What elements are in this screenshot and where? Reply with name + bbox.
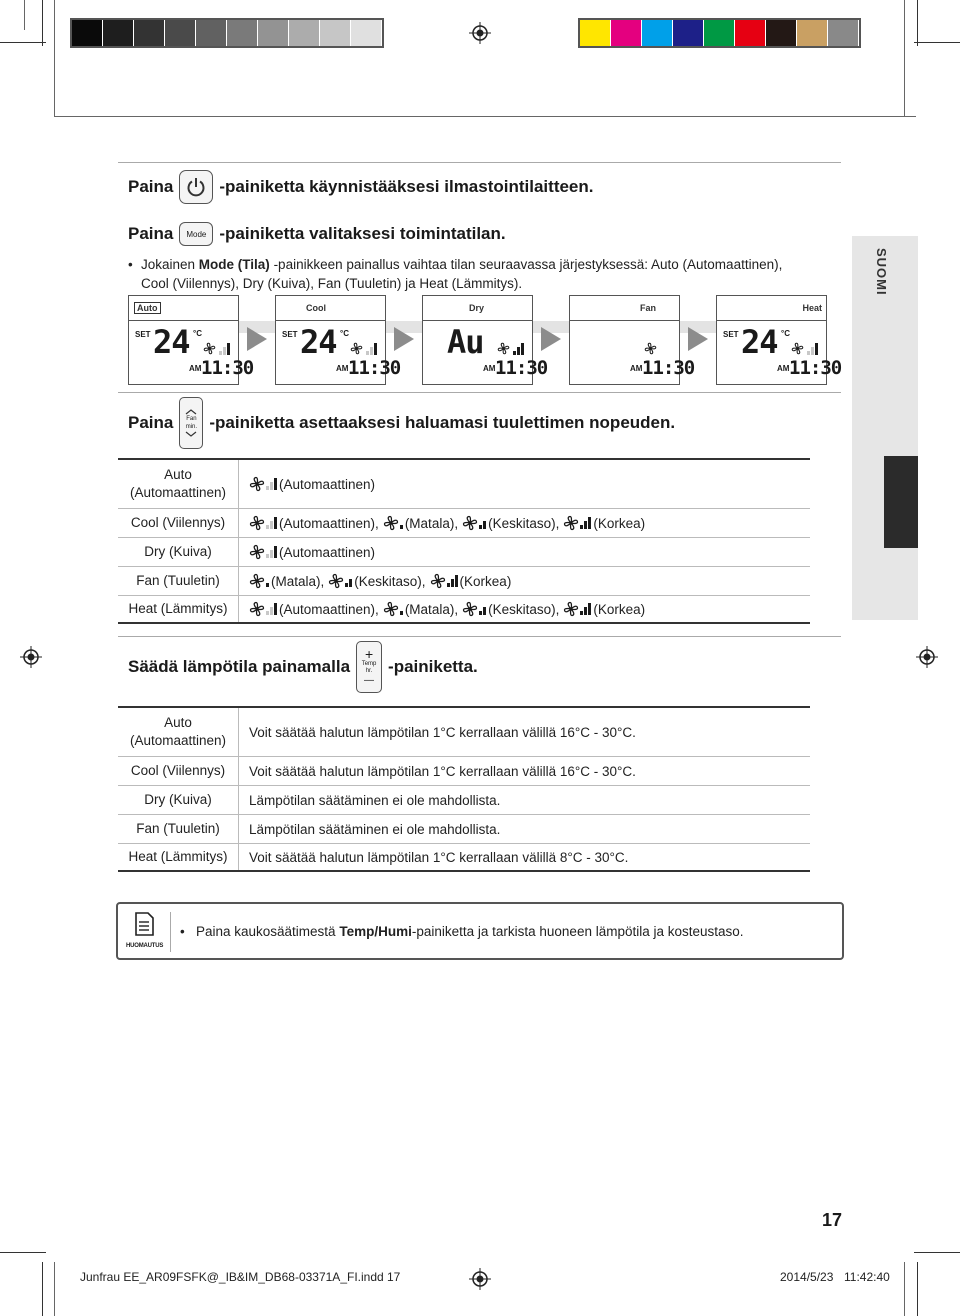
- color-swatch: [828, 20, 859, 46]
- fan-speed-bars: [447, 575, 458, 587]
- fan-icon: [430, 573, 446, 589]
- time-display: 11:30: [348, 357, 401, 379]
- fan-icon: [383, 601, 399, 617]
- step-prefix: Paina: [128, 224, 174, 243]
- fan-button-label: Fan: [186, 416, 197, 422]
- mode-cell: Dry (Kuiva): [144, 792, 212, 807]
- fan-speed-bars: [479, 603, 486, 615]
- crop-mark: [42, 1262, 43, 1316]
- fan-speed-bars: [266, 478, 277, 490]
- fan-speed-bars: [366, 343, 377, 355]
- divider: [118, 162, 841, 163]
- step-fan: [128, 397, 675, 449]
- fan-speed-option: [383, 601, 403, 617]
- gray-swatch: [320, 20, 351, 46]
- footer-time: 11:42:40: [844, 1270, 890, 1284]
- table-row: [118, 706, 810, 756]
- fan-speed-option: [249, 601, 277, 617]
- set-label: SET: [282, 330, 298, 339]
- fan-speed-label: (Automaattinen),: [279, 601, 379, 617]
- temp-range-cell: Voit säätää halutun lämpötilan 1°C kerrallaan välillä 16°C - 30°C.: [249, 724, 636, 740]
- mode-cell: Auto (Automaattinen): [129, 715, 227, 748]
- fan-icon: [249, 544, 265, 560]
- registration-mark-icon: [469, 1268, 491, 1290]
- gray-swatch: [351, 20, 382, 46]
- fan-speed-option: [563, 515, 591, 531]
- fan-icon: [328, 573, 344, 589]
- fan-icon: [350, 342, 363, 355]
- table-row: [118, 458, 810, 508]
- fan-speed-bars: [580, 603, 591, 615]
- fan-speed-bars: [266, 575, 269, 587]
- note-icon-label: HUOMAUTUS: [126, 943, 164, 949]
- page-number: 17: [822, 1210, 843, 1230]
- table-row: [118, 566, 810, 595]
- fan-button[interactable]: [179, 397, 203, 449]
- fan-speed-bars: [266, 546, 277, 558]
- step-mode: [128, 222, 506, 246]
- fan-speed-label: (Keskitaso),: [354, 573, 426, 589]
- language-label: SUOMI: [874, 248, 889, 296]
- unit-label: °C: [340, 329, 349, 338]
- process-color-bar: [578, 18, 861, 48]
- divider: [118, 392, 841, 393]
- fan-speed-bars: [266, 517, 277, 529]
- minus-icon: —: [364, 674, 375, 686]
- fan-speed-bars: [266, 603, 277, 615]
- lcd-value: 24: [153, 323, 190, 361]
- power-icon: [185, 176, 207, 198]
- next-arrow-icon: [247, 327, 267, 351]
- table-row: [118, 814, 810, 843]
- trim-line: [24, 0, 25, 30]
- fan-icon: [497, 342, 510, 355]
- fan-speed-label: (Automaattinen),: [279, 515, 379, 531]
- temp-range-cell: Lämpötilan säätäminen ei ole mahdollista.: [249, 792, 501, 808]
- fan-speed-label: (Korkea): [593, 601, 646, 617]
- mode-cell: Auto (Automaattinen): [129, 467, 227, 500]
- grayscale-color-bar: [70, 18, 384, 48]
- fan-speed-bars: [345, 575, 352, 587]
- mode-panel-dry: [422, 295, 548, 385]
- gray-swatch: [258, 20, 289, 46]
- mode-panel-cool: [275, 295, 401, 385]
- footer-date: 2014/5/23: [780, 1270, 834, 1284]
- fan-speed-bars: [807, 343, 818, 355]
- mode-cell: Fan (Tuuletin): [136, 821, 220, 836]
- fan-icon: [249, 515, 265, 531]
- am-label: AM: [630, 364, 643, 373]
- am-label: AM: [777, 364, 790, 373]
- am-label: AM: [336, 364, 349, 373]
- am-label: AM: [189, 364, 202, 373]
- fan-icon: [203, 342, 216, 355]
- mode-button[interactable]: [179, 222, 213, 246]
- mode-panel-auto: [128, 295, 254, 385]
- next-arrow-icon: [394, 327, 414, 351]
- time-display: 11:30: [201, 357, 254, 379]
- note-box: [116, 902, 844, 960]
- time-display: 11:30: [642, 357, 695, 379]
- fan-speed-option: [249, 476, 277, 492]
- table-row: [118, 843, 810, 872]
- fan-speed-label: (Matala),: [404, 601, 459, 617]
- lcd-value: Au: [447, 323, 484, 361]
- fan-speed-option: [462, 515, 486, 531]
- mode-label: Dry: [469, 303, 485, 313]
- mode-button-label: Mode: [186, 229, 207, 239]
- fan-speed-bars: [580, 517, 591, 529]
- fan-speed-label: (Matala),: [404, 515, 459, 531]
- section-marker: [884, 456, 918, 548]
- mode-label: Auto: [134, 302, 161, 314]
- step-text: -painiketta asettaaksesi haluamasi tuulettimen nopeuden.: [209, 413, 676, 432]
- step-text: -painiketta käynnistääksesi ilmastointilaitteen.: [219, 177, 594, 196]
- fan-speed-label: (Korkea): [593, 515, 646, 531]
- table-row: [118, 785, 810, 814]
- registration-mark-icon: [916, 646, 938, 668]
- set-label: SET: [723, 330, 739, 339]
- gray-swatch: [196, 20, 227, 46]
- fan-speed-label: (Keskitaso),: [488, 515, 560, 531]
- step-prefix: Paina: [128, 177, 174, 196]
- trim-line: [54, 116, 916, 117]
- gray-swatch: [227, 20, 258, 46]
- temp-range-cell: Voit säätää halutun lämpötilan 1°C kerrallaan välillä 8°C - 30°C.: [249, 849, 629, 865]
- temp-button-label: Temp: [361, 660, 377, 667]
- fan-speed-label: (Korkea): [459, 573, 512, 589]
- mode-label: Fan: [640, 303, 657, 313]
- table-row: [118, 508, 810, 537]
- next-arrow-icon: [541, 327, 561, 351]
- fan-icon: [644, 342, 657, 355]
- mode-order-note: • Jokainen Mode (Tila) -painikkeen painallus vaihtaa tilan seuraavassa järjestyksessä: Auto (Automaattinen), Cool (Viilennys), Dry (Kuiva), Fan (Tuuletin) ja Heat (Lämmitys).: [128, 257, 783, 291]
- fan-speed-option: [249, 515, 277, 531]
- step-power: [128, 170, 594, 204]
- crop-mark: [917, 0, 918, 46]
- crop-mark: [914, 42, 960, 43]
- registration-mark-icon: [20, 646, 42, 668]
- fan-speed-bars: [400, 517, 403, 529]
- fan-speed-option: [430, 573, 458, 589]
- mode-sequence: [128, 295, 842, 387]
- time-display: 11:30: [789, 357, 842, 379]
- mode-cell: Heat (Lämmitys): [128, 601, 228, 616]
- color-swatch: [642, 20, 673, 46]
- mode-cell: Dry (Kuiva): [144, 544, 212, 559]
- temperature-table: [118, 706, 810, 872]
- fan-speed-option: [328, 573, 352, 589]
- color-swatch: [735, 20, 766, 46]
- trim-line: [54, 0, 55, 116]
- step-prefix: Säädä lämpötila painamalla: [128, 657, 351, 676]
- unit-label: °C: [193, 329, 202, 338]
- fan-button-sublabel: min.: [185, 424, 198, 430]
- color-swatch: [611, 20, 642, 46]
- fan-icon: [791, 342, 804, 355]
- fan-icon: [249, 601, 265, 617]
- fan-icon: [383, 515, 399, 531]
- fan-icon: [462, 515, 478, 531]
- mode-label: Cool: [306, 303, 326, 313]
- gray-swatch: [289, 20, 320, 46]
- note-icon: [126, 912, 162, 949]
- trim-line: [904, 0, 905, 116]
- mode-cell: Cool (Viilennys): [130, 515, 226, 530]
- temp-range-cell: Lämpötilan säätäminen ei ole mahdollista.: [249, 821, 501, 837]
- lcd-value: 24: [741, 323, 778, 361]
- trim-line: [54, 1262, 55, 1316]
- color-swatch: [704, 20, 735, 46]
- fan-speed-bars: [479, 517, 486, 529]
- fan-speed-option: [249, 573, 269, 589]
- set-label: SET: [135, 330, 151, 339]
- next-arrow-icon: [688, 327, 708, 351]
- fan-speed-bars: [400, 603, 403, 615]
- fan-speed-label: (Automaattinen): [279, 544, 376, 560]
- gray-swatch: [165, 20, 196, 46]
- fan-speed-option: [383, 515, 403, 531]
- table-row: [118, 537, 810, 566]
- crop-mark: [0, 42, 46, 43]
- fan-speed-option: [249, 544, 277, 560]
- unit-label: °C: [781, 329, 790, 338]
- color-swatch: [580, 20, 611, 46]
- mode-cell: Cool (Viilennys): [130, 763, 226, 778]
- trim-line: [904, 1262, 905, 1316]
- plus-icon: +: [364, 645, 374, 662]
- color-swatch: [673, 20, 704, 46]
- footer-filename: Junfrau EE_AR09FSFK@_IB&IM_DB68-03371A_FI.indd 17: [80, 1270, 401, 1284]
- gray-swatch: [134, 20, 165, 46]
- crop-mark: [914, 1252, 960, 1253]
- mode-panel-heat: [716, 295, 842, 385]
- fan-icon: [249, 476, 265, 492]
- registration-mark-icon: [469, 22, 491, 44]
- fan-speed-label: (Matala),: [271, 573, 325, 589]
- mode-cell: Fan (Tuuletin): [136, 573, 220, 588]
- crop-mark: [0, 1252, 46, 1253]
- mode-label: Heat: [802, 303, 822, 313]
- mode-panel-fan: [569, 295, 695, 385]
- divider: [118, 636, 841, 637]
- crop-mark: [42, 0, 43, 46]
- fan-icon: [249, 573, 265, 589]
- temp-range-cell: Voit säätää halutun lämpötilan 1°C kerrallaan välillä 16°C - 30°C.: [249, 763, 636, 779]
- fan-icon: [462, 601, 478, 617]
- step-text: -painiketta.: [388, 657, 478, 676]
- crop-mark: [917, 1262, 918, 1316]
- temp-button[interactable]: [356, 641, 382, 693]
- fan-speed-bars: [219, 343, 230, 355]
- am-label: AM: [483, 364, 496, 373]
- time-display: 11:30: [495, 357, 548, 379]
- fan-speed-bars: [513, 343, 524, 355]
- fan-icon: [563, 601, 579, 617]
- temp-button-sublabel: hr.: [365, 667, 373, 674]
- fan-speed-label: (Keskitaso),: [488, 601, 560, 617]
- gray-swatch: [72, 20, 103, 46]
- fan-speed-label: (Automaattinen): [279, 476, 376, 492]
- color-swatch: [797, 20, 828, 46]
- mode-cell: Heat (Lämmitys): [128, 849, 228, 864]
- fan-icon: [563, 515, 579, 531]
- step-temp: [128, 641, 478, 693]
- color-swatch: [766, 20, 797, 46]
- step-prefix: Paina: [128, 413, 174, 432]
- language-side-tab: [852, 236, 918, 620]
- power-button[interactable]: [179, 170, 213, 204]
- fan-speed-option: [462, 601, 486, 617]
- table-row: [118, 756, 810, 785]
- fan-speed-option: [563, 601, 591, 617]
- gray-swatch: [103, 20, 134, 46]
- table-row: [118, 595, 810, 624]
- note-text: • Paina kaukosäätimestä Temp/Humi-painiketta ja tarkista huoneen lämpötila ja kosteustaso.: [180, 924, 744, 939]
- step-text: -painiketta valitaksesi toimintatilan.: [219, 224, 506, 243]
- lcd-value: 24: [300, 323, 337, 361]
- fan-speed-table: [118, 458, 810, 624]
